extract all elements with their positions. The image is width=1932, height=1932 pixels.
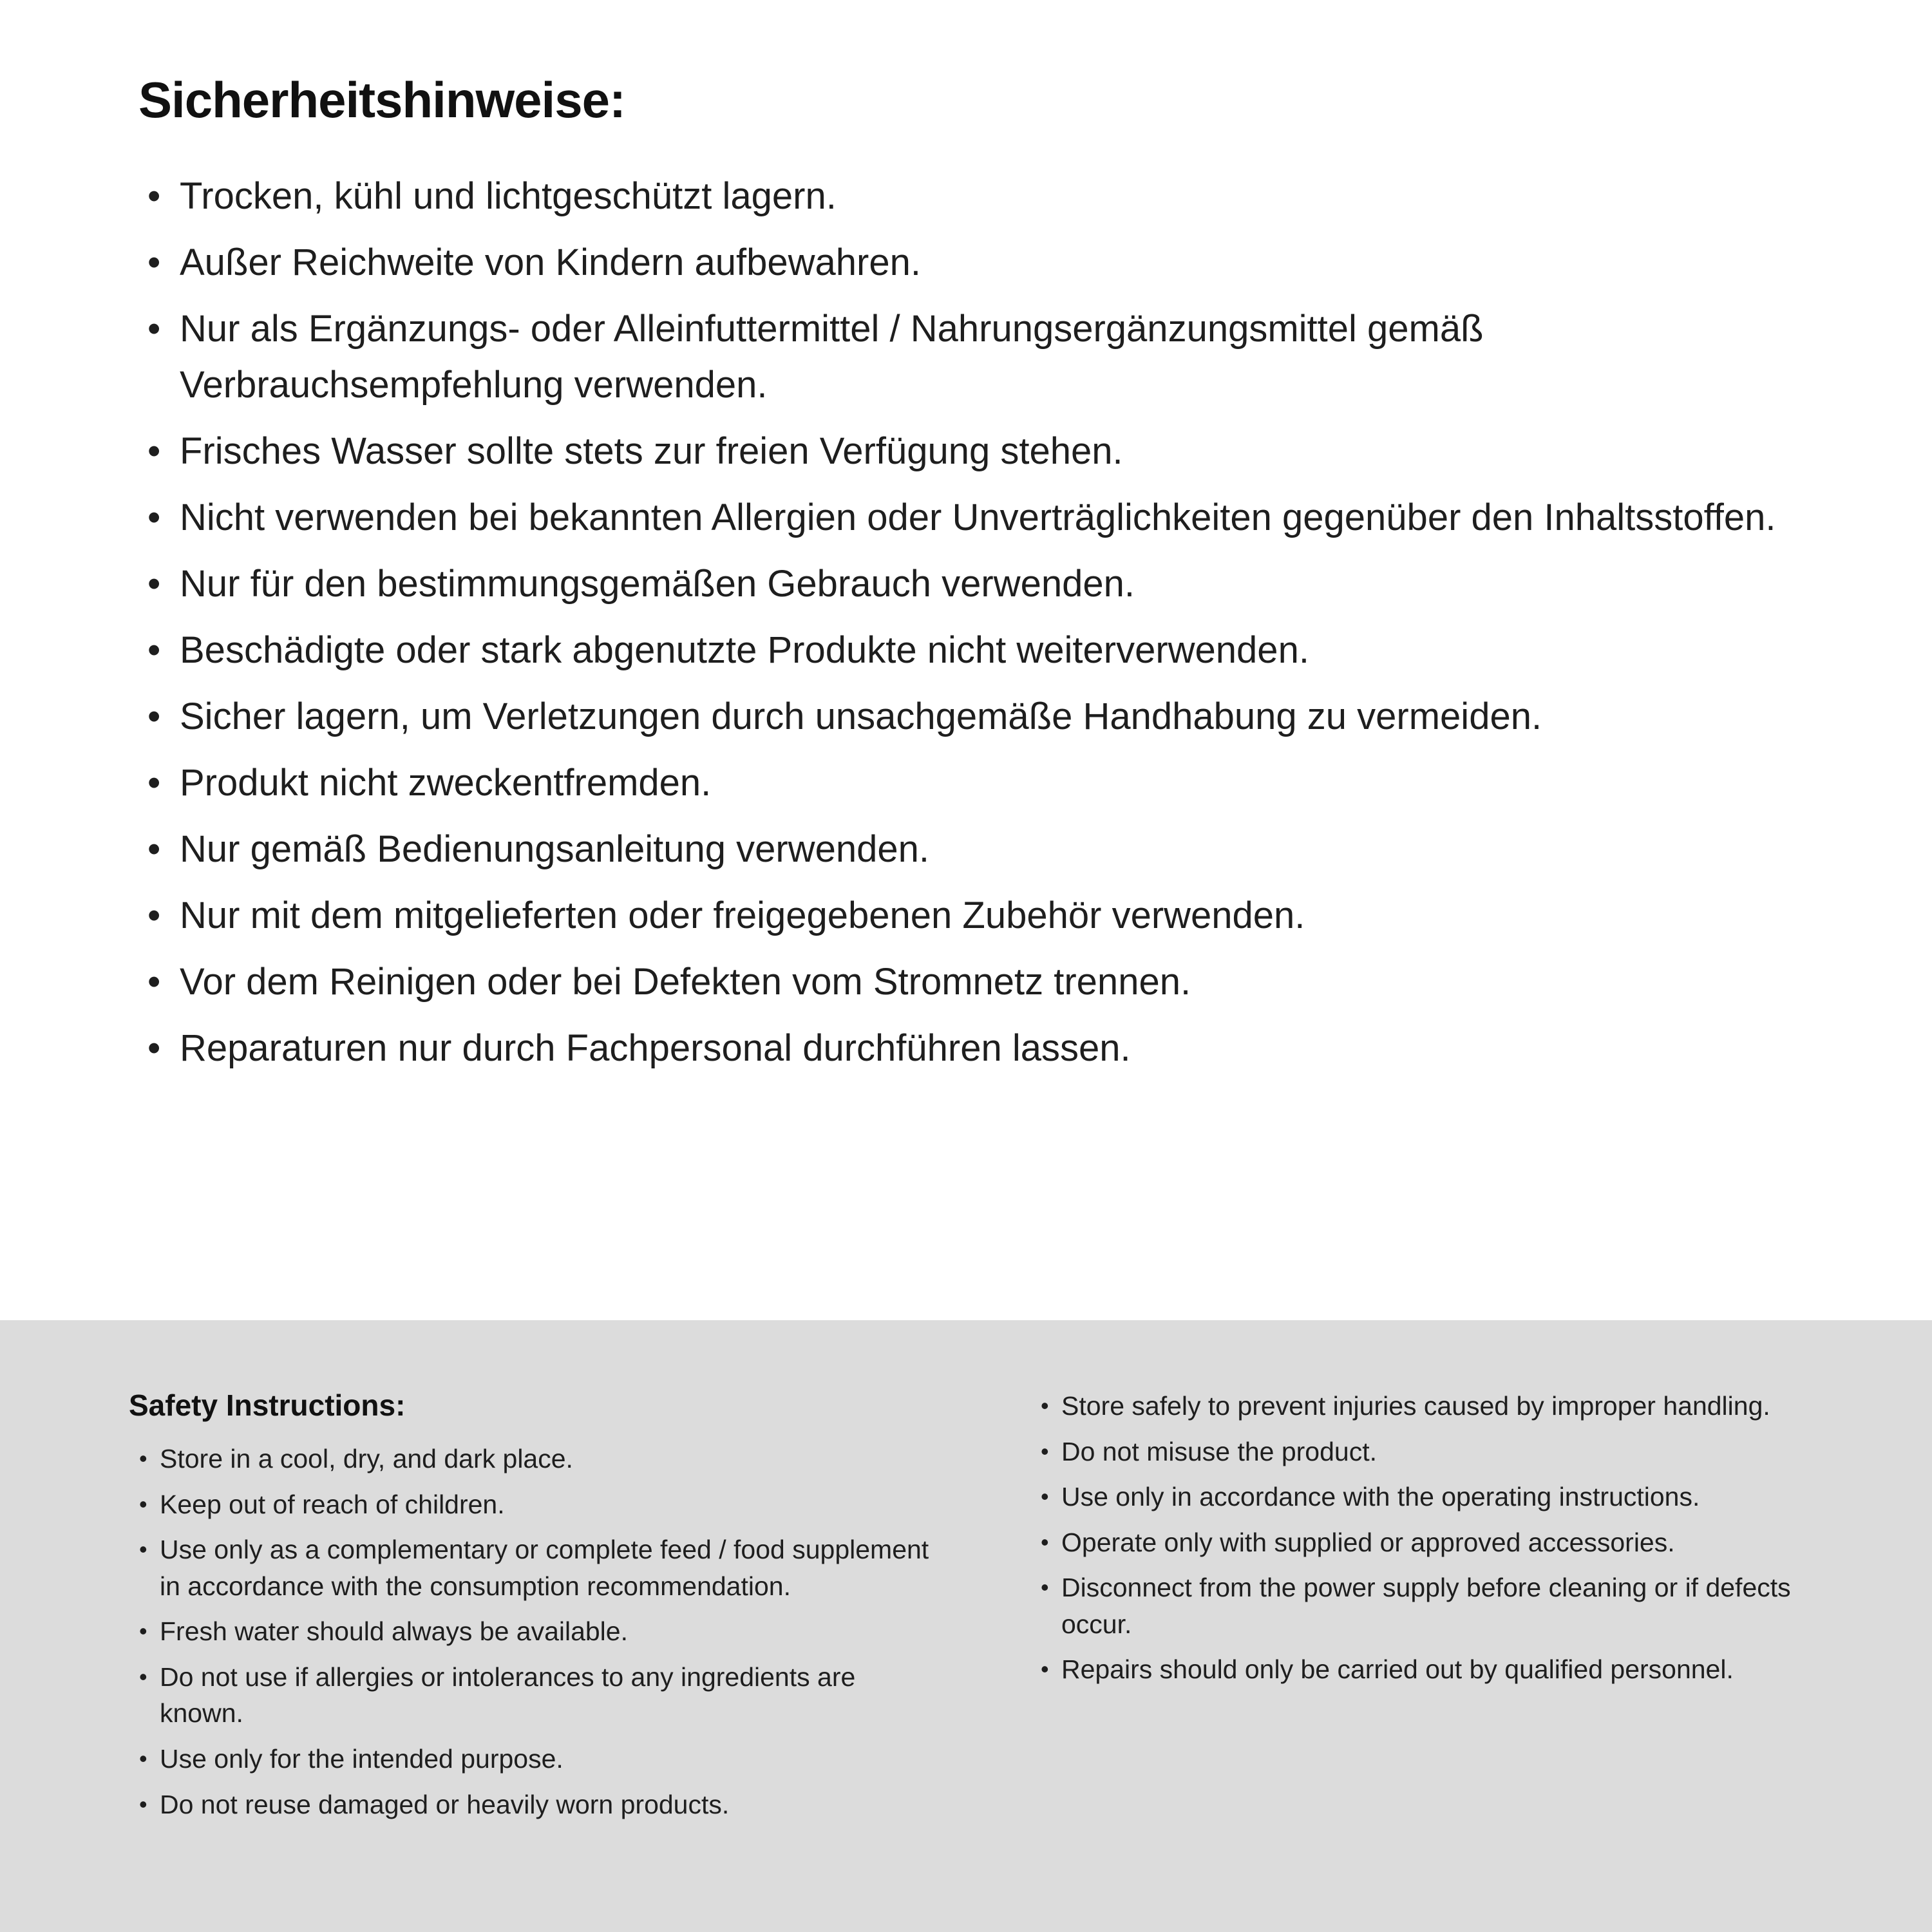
english-section	[0, 1320, 1932, 1932]
english-section-title: Safety Instructions:	[129, 1388, 406, 1422]
list-item: • Frisches Wasser sollte stets zur freien Verfügung stehen.	[138, 423, 1826, 479]
list-item: • Store safely to prevent injuries caused by improper handling.	[1030, 1388, 1835, 1425]
english-left-column	[129, 1388, 934, 1932]
list-item: • Produkt nicht zweckentfremden.	[138, 755, 1826, 811]
list-item: • Fresh water should always be available.	[129, 1613, 934, 1650]
german-section-title: Sicherheitshinweise:	[138, 71, 625, 128]
list-item: • Nur mit dem mitgelieferten oder freigegebenen Zubehör verwenden.	[138, 887, 1826, 943]
list-item: • Do not use if allergies or intolerances to any ingredients are known.	[129, 1659, 934, 1732]
list-item: • Operate only with supplied or approved accessories.	[1030, 1524, 1835, 1561]
list-item: • Store in a cool, dry, and dark place.	[129, 1441, 934, 1477]
list-item: • Außer Reichweite von Kindern aufbewahren.	[138, 234, 1826, 290]
list-item: • Disconnect from the power supply before cleaning or if defects occur.	[1030, 1569, 1835, 1642]
list-item: • Use only in accordance with the operating instructions.	[1030, 1479, 1835, 1515]
list-item: • Nur für den bestimmungsgemäßen Gebrauch verwenden.	[138, 556, 1826, 612]
list-item: • Repairs should only be carried out by qualified personnel.	[1030, 1651, 1835, 1688]
english-instructions-list-left	[129, 1441, 934, 1823]
list-item: • Keep out of reach of children.	[129, 1486, 934, 1523]
list-item: • Vor dem Reinigen oder bei Defekten vom Stromnetz trennen.	[138, 954, 1826, 1010]
list-item: • Nur gemäß Bedienungsanleitung verwenden.	[138, 821, 1826, 877]
list-item: • Reparaturen nur durch Fachpersonal durchführen lassen.	[138, 1020, 1826, 1076]
english-right-column	[1030, 1388, 1835, 1932]
list-item: • Nicht verwenden bei bekannten Allergien oder Unverträglichkeiten gegenüber den Inhaltsstoffen.	[138, 489, 1826, 545]
list-item: • Do not reuse damaged or heavily worn products.	[129, 1786, 934, 1823]
list-item: • Do not misuse the product.	[1030, 1434, 1835, 1470]
list-item: • Use only as a complementary or complete feed / food supplement in accordance with the consumption recommendation.	[129, 1531, 934, 1604]
list-item: • Sicher lagern, um Verletzungen durch unsachgemäße Handhabung zu vermeiden.	[138, 688, 1826, 744]
list-item: • Beschädigte oder stark abgenutzte Produkte nicht weiterverwenden.	[138, 622, 1826, 678]
list-item: • Nur als Ergänzungs- oder Alleinfuttermittel / Nahrungsergänzungsmittel gemäß Verbrauchsempfehlung verwenden.	[138, 301, 1826, 413]
german-instructions-list	[138, 168, 1826, 1076]
english-instructions-list-right	[1030, 1388, 1835, 1688]
list-item: • Trocken, kühl und lichtgeschützt lagern.	[138, 168, 1826, 224]
list-item: • Use only for the intended purpose.	[129, 1741, 934, 1777]
